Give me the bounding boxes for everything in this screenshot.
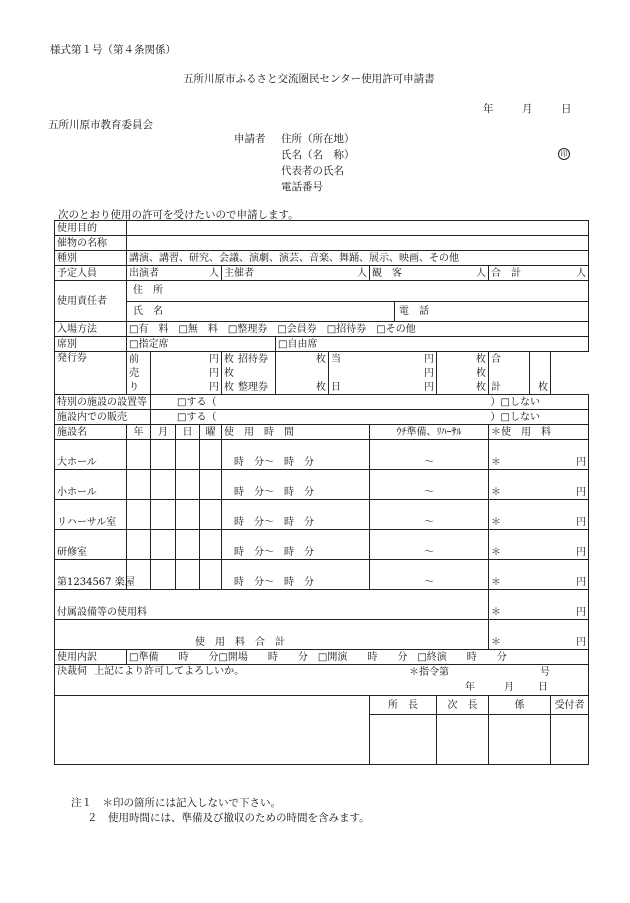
stamp-box-director[interactable] <box>370 715 437 765</box>
facility-name: 第1234567 楽屋 <box>55 560 127 590</box>
facility-name-header: 施設名 <box>55 425 127 440</box>
name-label: 氏名（名 称） <box>281 149 355 161</box>
pre-mai-3[interactable]: 枚 整理券 <box>222 380 276 395</box>
stamp-header-staff: 係 <box>489 696 551 715</box>
approval-cell <box>55 665 589 696</box>
facility-fee[interactable]: ＊ 円 <box>489 440 589 470</box>
total-unit: 人 <box>576 267 587 279</box>
approval-year: 年 <box>465 682 475 693</box>
row-equipment-fee <box>55 590 589 620</box>
facility-prep[interactable]: ～ <box>370 470 489 500</box>
seating-label: 席別 <box>55 337 127 352</box>
purpose-field[interactable] <box>127 221 589 236</box>
sum-mai[interactable]: 枚 <box>530 380 551 395</box>
seal-mark <box>558 147 570 160</box>
facility-name: 大ホール <box>55 440 127 470</box>
applicant-label: 申請者 <box>234 133 266 145</box>
date-month-label: 月 <box>522 103 533 115</box>
performers-label: 出演者 <box>129 267 159 279</box>
address-label: 住所（所在地） <box>281 133 355 145</box>
sameday-mai-2[interactable]: 枚 <box>437 366 489 380</box>
facility-month-header: 月 <box>151 425 176 440</box>
responsible-address-cell[interactable] <box>127 281 589 302</box>
row-tickets-1 <box>55 352 589 367</box>
facility-name: 小ホール <box>55 470 127 500</box>
order-number-label: ＊指令第 <box>409 667 449 678</box>
approval-text: 上記により許可してよろしいか。 <box>94 666 245 677</box>
seal-icon: 印 <box>558 148 570 160</box>
sum-field-1[interactable] <box>530 352 551 367</box>
row-seating <box>55 337 589 352</box>
usage-label: 使用内訳 <box>55 650 127 665</box>
special-equipment-label: 特別の施設の設置等 <box>55 395 151 410</box>
order-number-suffix: 号 <box>540 667 550 678</box>
audience-unit: 人 <box>476 267 486 279</box>
responsible-name-cell[interactable] <box>127 301 395 322</box>
row-admission <box>55 322 589 337</box>
facility-fee[interactable]: ＊ 円 <box>489 560 589 590</box>
facility-prep[interactable]: ～ <box>370 500 489 530</box>
responsible-label: 使用責任者 <box>55 281 127 322</box>
category-values[interactable]: 講演、講習、研究、会議、演劇、演芸、音楽、舞踊、展示、映画、その他 <box>127 251 589 266</box>
row-responsible-address <box>55 281 589 302</box>
sales-dont-option[interactable]: ）□しない <box>489 410 589 425</box>
organizers-cell[interactable] <box>222 266 370 281</box>
date-year-label: 年 <box>483 103 494 115</box>
application-form-table <box>54 220 589 765</box>
facility-time-header: 使 用 時 間 <box>222 425 370 440</box>
row-responsible-name <box>55 301 589 322</box>
stamp-header-deputy: 次 長 <box>437 696 489 715</box>
row-stamps-header <box>55 696 589 715</box>
audience-label: 観 客 <box>372 267 402 279</box>
ticket-pre-3: り <box>127 380 151 395</box>
facility-year-header: 年 <box>127 425 151 440</box>
number-ticket-label: 整理券 <box>238 381 268 393</box>
facilities-header-row <box>55 425 589 440</box>
equipment-fee-label: 付属設備等の使用料 <box>55 590 489 620</box>
representative-label: 代表者の氏名 <box>281 165 344 177</box>
sameday-yen-2[interactable]: 円 <box>370 366 437 380</box>
usage-text[interactable]: □準備 時 分□開場 時 分 □開演 時 分 □終演 時 分 <box>127 650 589 665</box>
pre-yen-1[interactable]: 円 <box>151 352 222 367</box>
ticket-pre-1: 前 <box>127 352 151 367</box>
facility-time[interactable]: 時 分～ 時 分 <box>222 440 370 470</box>
approval-blank <box>55 696 370 765</box>
ticket-pre-2: 売 <box>127 366 151 380</box>
stamp-header-director: 所 長 <box>370 696 437 715</box>
facility-prep[interactable]: ～ <box>370 440 489 470</box>
facility-prep-header: ｳﾁ準備、ﾘﾊｰｻﾙ <box>370 425 489 440</box>
facility-time[interactable]: 時 分～ 時 分 <box>222 560 370 590</box>
pre-yen-3[interactable]: 円 <box>151 380 222 395</box>
note-2: ２ 使用時間には、準備及び撤収のための時間を含みます。 <box>87 812 370 824</box>
stamp-box-receiver[interactable] <box>551 715 589 765</box>
sales-label: 施設内での販売 <box>55 410 151 425</box>
equipment-fee[interactable]: ＊ 円 <box>489 590 589 620</box>
pre-mai-2[interactable]: 枚 <box>222 366 276 380</box>
intro-text: 次のとおり使用の許可を受けたいので申請します。 <box>58 209 299 221</box>
facility-fee[interactable]: ＊ 円 <box>489 470 589 500</box>
row-event-name <box>55 236 589 251</box>
row-fee-total <box>55 620 589 650</box>
row-approval <box>55 665 589 696</box>
purpose-label: 使用目的 <box>55 221 127 236</box>
performers-cell[interactable] <box>127 266 222 281</box>
category-label: 種別 <box>55 251 127 266</box>
total-cell[interactable] <box>489 266 589 281</box>
facility-prep[interactable]: ～ <box>370 530 489 560</box>
special-do-option[interactable]: □する（ <box>151 395 489 410</box>
special-dont-option[interactable]: ）□しない <box>489 395 589 410</box>
form-number: 様式第１号（第４条関係） <box>50 44 176 56</box>
facility-time[interactable]: 時 分～ 時 分 <box>222 500 370 530</box>
date-day-label: 日 <box>561 103 572 115</box>
facility-name: 研修室 <box>55 530 127 560</box>
stamp-box-deputy[interactable] <box>437 715 489 765</box>
phone-label: 電話番号 <box>281 181 323 193</box>
pre-mai-1[interactable]: 枚 招待券 <box>222 352 276 367</box>
row-tickets-3 <box>55 380 589 395</box>
sum-1: 合 <box>489 352 530 367</box>
organizers-unit: 人 <box>357 267 367 279</box>
stamp-box-staff[interactable] <box>489 715 551 765</box>
facility-time[interactable]: 時 分～ 時 分 <box>222 530 370 560</box>
people-label: 予定人員 <box>55 266 127 281</box>
sum-2: 計 <box>489 380 530 395</box>
facility-row <box>55 560 589 590</box>
facility-day-header: 日 <box>176 425 200 440</box>
row-purpose <box>55 221 589 236</box>
number-mai[interactable]: 枚 <box>276 380 329 395</box>
sales-do-option[interactable]: □する（ <box>151 410 489 425</box>
audience-cell[interactable] <box>370 266 489 281</box>
responsible-phone-label: 電 話 <box>399 305 429 317</box>
pre-yen-2[interactable]: 円 <box>151 366 222 380</box>
seat-free-option[interactable]: □自由席 <box>276 337 589 352</box>
facility-name: リハーサル室 <box>55 500 127 530</box>
organizers-label: 主催者 <box>224 267 254 279</box>
facility-row <box>55 500 589 530</box>
facility-fee[interactable]: ＊ 円 <box>489 530 589 560</box>
sameday-mai-3[interactable]: 枚 <box>437 380 489 395</box>
event-name-field[interactable] <box>127 236 589 251</box>
approval-label: 決裁伺 <box>57 666 87 677</box>
facility-row <box>55 440 589 470</box>
fee-total-label: 使 用 料 合 計 <box>55 620 489 650</box>
sameday-yen-3[interactable]: 円 <box>370 380 437 395</box>
facility-weekday-header: 曜 <box>200 425 222 440</box>
row-category <box>55 251 589 266</box>
form-title: 五所川原市ふるさと交流圏民センター使用許可申請書 <box>183 73 435 85</box>
admission-options[interactable]: □有 料 □無 料 □整理券 □会員券 □招待券 □その他 <box>127 322 589 337</box>
same-day-1: 当 <box>329 352 370 367</box>
admission-label: 入場方法 <box>55 322 127 337</box>
approval-month: 月 <box>504 682 514 693</box>
sameday-yen-1[interactable]: 円 <box>370 352 437 367</box>
fee-total[interactable]: ＊ 円 <box>489 620 589 650</box>
same-day-2: 日 <box>329 380 370 395</box>
responsible-name-label: 氏 名 <box>133 305 163 317</box>
performers-unit: 人 <box>209 267 219 279</box>
facility-row <box>55 470 589 500</box>
note-1: 注１ ＊印の箇所には記入しないで下さい。 <box>71 797 281 809</box>
facility-time[interactable]: 時 分～ 時 分 <box>222 470 370 500</box>
row-tickets-2 <box>55 366 589 380</box>
facility-row <box>55 530 589 560</box>
row-usage <box>55 650 589 665</box>
tickets-label: 発行券 <box>55 352 127 395</box>
event-name-label: 催物の名称 <box>55 236 127 251</box>
facility-fee[interactable]: ＊ 円 <box>489 500 589 530</box>
total-label: 合 計 <box>491 267 521 279</box>
facility-prep[interactable]: ～ <box>370 560 489 590</box>
sameday-mai-1[interactable]: 枚 <box>437 352 489 367</box>
seat-reserved-option[interactable]: □指定席 <box>127 337 276 352</box>
responsible-address-label: 住 所 <box>133 285 163 297</box>
row-special-equipment <box>55 395 589 410</box>
approval-day: 日 <box>538 682 548 693</box>
facility-fee-header: ＊使 用 料 <box>489 425 589 440</box>
responsible-phone-cell[interactable] <box>395 301 589 322</box>
row-people <box>55 266 589 281</box>
invite-ticket-label: 招待券 <box>238 353 268 365</box>
row-sales <box>55 410 589 425</box>
addressee: 五所川原市教育委員会 <box>48 119 153 131</box>
invite-mai[interactable]: 枚 <box>276 352 329 367</box>
stamp-header-receiver: 受付者 <box>551 696 589 715</box>
